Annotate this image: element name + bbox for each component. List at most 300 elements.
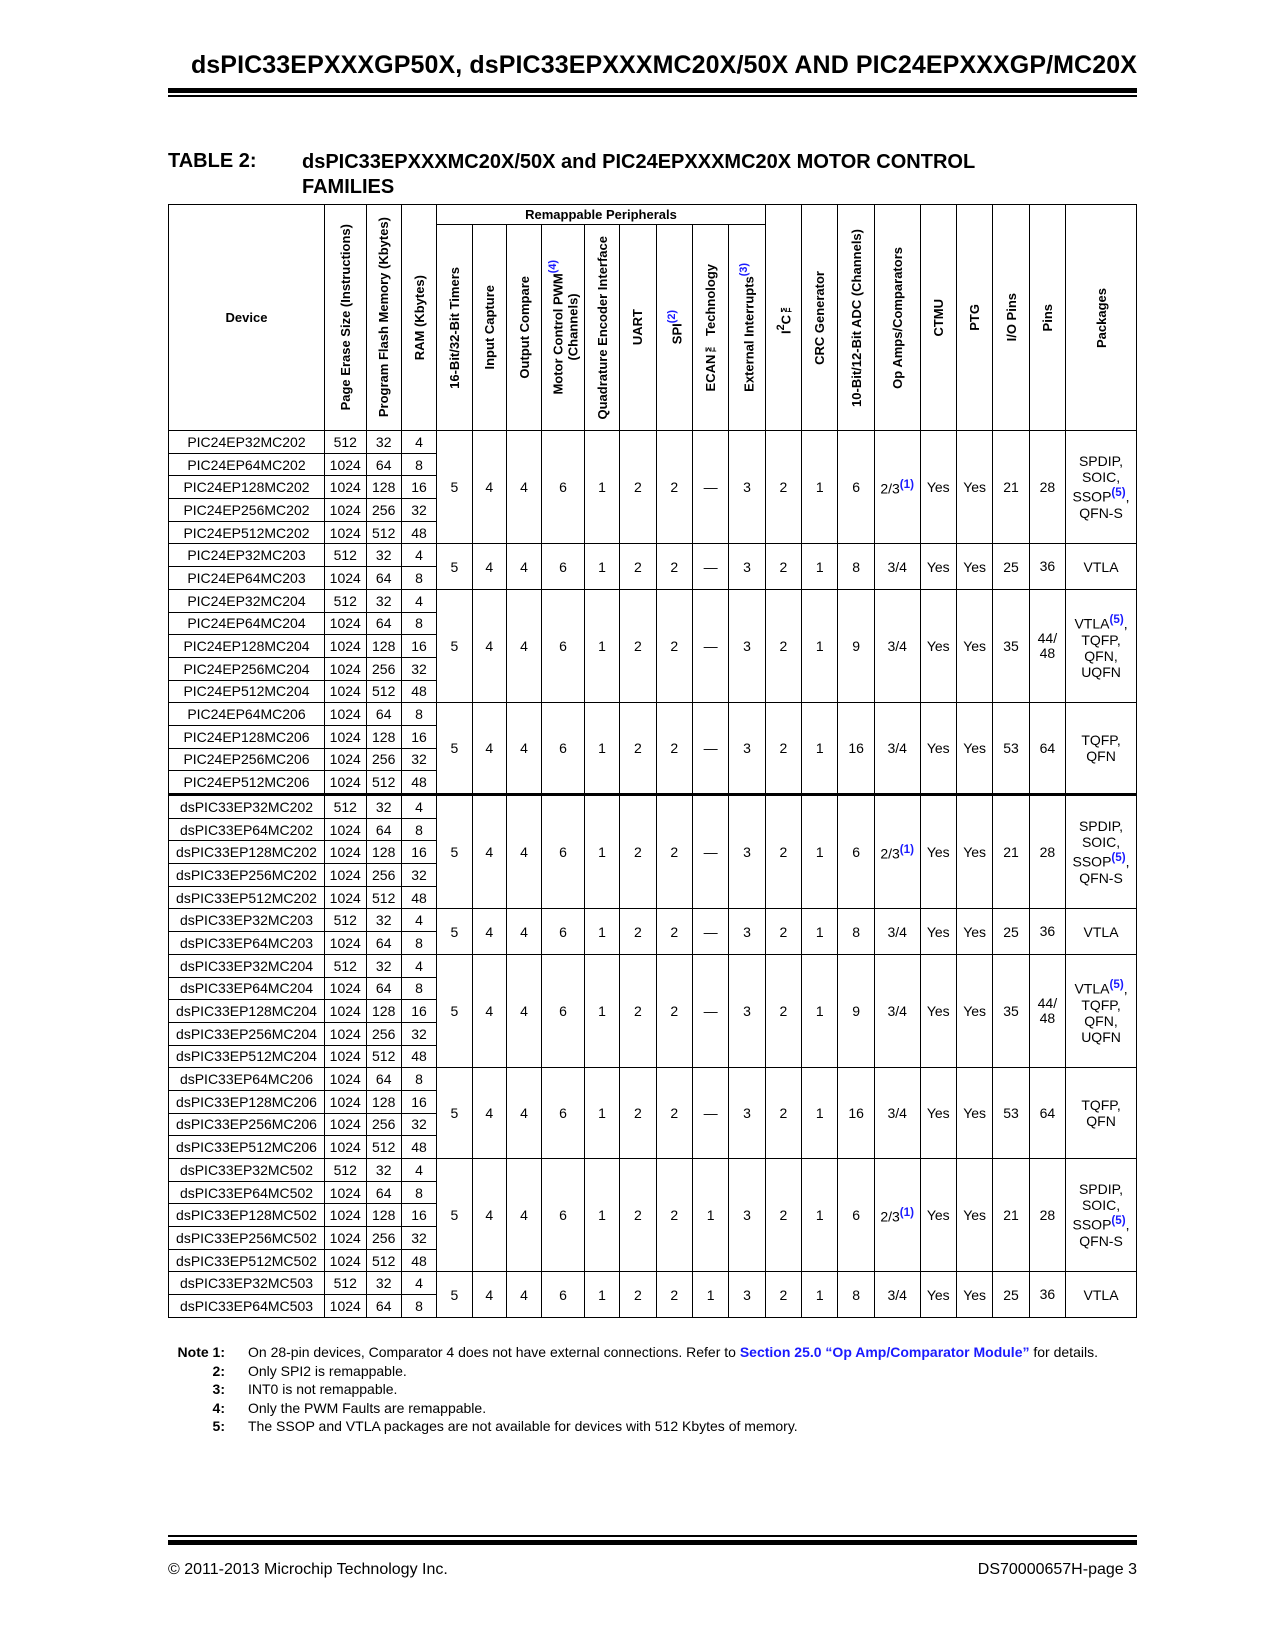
timers-cell: 5 bbox=[437, 1272, 472, 1317]
uart-cell: 2 bbox=[620, 795, 656, 909]
uart-cell: 2 bbox=[620, 1159, 656, 1272]
note-text: Only SPI2 is remappable. bbox=[248, 1362, 407, 1379]
ecan-cell: — bbox=[692, 909, 728, 954]
ecan-cell: — bbox=[692, 1068, 728, 1159]
device-name-cell: PIC24EP256MC202 bbox=[169, 499, 325, 522]
ic-cell: 4 bbox=[472, 1159, 506, 1272]
io-cell: 53 bbox=[993, 703, 1029, 795]
page-erase-cell: 512 bbox=[324, 544, 366, 567]
device-name-cell: dsPIC33EP128MC202 bbox=[169, 841, 325, 864]
timers-cell: 5 bbox=[437, 1159, 472, 1272]
copyright: © 2011-2013 Microchip Technology Inc. bbox=[168, 1561, 448, 1578]
io-cell: 35 bbox=[993, 589, 1029, 702]
ic-cell: 4 bbox=[472, 544, 506, 589]
page-erase-cell: 512 bbox=[324, 795, 366, 819]
header-rule-thick bbox=[168, 88, 1137, 93]
qei-cell: 1 bbox=[584, 1068, 619, 1159]
oc-cell: 4 bbox=[506, 1272, 541, 1317]
ctmu-cell: Yes bbox=[920, 431, 956, 544]
ic-cell: 4 bbox=[472, 1272, 506, 1317]
packages-cell: VTLA bbox=[1066, 1272, 1137, 1317]
ram-cell: 4 bbox=[401, 589, 436, 612]
uart-cell: 2 bbox=[620, 544, 656, 589]
ctmu-cell: Yes bbox=[920, 1159, 956, 1272]
io-cell: 35 bbox=[993, 954, 1029, 1067]
device-name-cell: dsPIC33EP256MC202 bbox=[169, 864, 325, 887]
page-erase-cell: 1024 bbox=[324, 841, 366, 864]
io-cell: 25 bbox=[993, 909, 1029, 954]
timers-cell: 5 bbox=[437, 909, 472, 954]
page-footer bbox=[168, 1535, 1137, 1591]
io-cell: 25 bbox=[993, 544, 1029, 589]
opamp-note-ref[interactable]: (1) bbox=[899, 1205, 915, 1219]
flash-cell: 512 bbox=[366, 1249, 401, 1272]
note-item bbox=[173, 1399, 1143, 1418]
device-name-cell: PIC24EP64MC206 bbox=[169, 703, 325, 726]
ram-cell: 8 bbox=[401, 977, 436, 1000]
page-erase-cell: 1024 bbox=[324, 1022, 366, 1045]
packages-cell: TQFP, QFN bbox=[1066, 1068, 1137, 1159]
device-name-cell: dsPIC33EP128MC204 bbox=[169, 1000, 325, 1023]
device-name-cell: PIC24EP64MC203 bbox=[169, 567, 325, 590]
io-cell: 53 bbox=[993, 1068, 1029, 1159]
page-header bbox=[168, 50, 1137, 97]
qei-cell: 1 bbox=[584, 954, 619, 1067]
device-name-cell: dsPIC33EP64MC203 bbox=[169, 932, 325, 955]
ecan-cell: — bbox=[692, 703, 728, 795]
opamp-cell: 3/4 bbox=[874, 1272, 920, 1317]
ext-cell: 3 bbox=[729, 703, 765, 795]
oc-cell: 4 bbox=[506, 1068, 541, 1159]
uart-cell: 2 bbox=[620, 1272, 656, 1317]
ic-cell: 4 bbox=[472, 909, 506, 954]
crc-cell: 1 bbox=[802, 1159, 838, 1272]
timers-cell: 5 bbox=[437, 954, 472, 1067]
flash-cell: 64 bbox=[366, 1295, 401, 1318]
ram-cell: 32 bbox=[401, 1113, 436, 1136]
flash-cell: 128 bbox=[366, 635, 401, 658]
ctmu-cell: Yes bbox=[920, 795, 956, 909]
ram-cell: 8 bbox=[401, 1295, 436, 1318]
note-item bbox=[173, 1362, 1143, 1381]
opamp-cell: 3/4 bbox=[874, 544, 920, 589]
timers-cell: 5 bbox=[437, 1068, 472, 1159]
crc-cell: 1 bbox=[802, 954, 838, 1067]
ic-cell: 4 bbox=[472, 431, 506, 544]
flash-cell: 32 bbox=[366, 795, 401, 819]
flash-cell: 32 bbox=[366, 589, 401, 612]
adc-cell: 6 bbox=[838, 795, 874, 909]
col-header-page-erase: Page Erase Size (Instructions) bbox=[324, 205, 366, 431]
timers-cell: 5 bbox=[437, 795, 472, 909]
package-note-ref[interactable]: (5) bbox=[1111, 486, 1126, 500]
table-row bbox=[169, 909, 1137, 932]
i2c-cell: 2 bbox=[765, 431, 801, 544]
ecan-cell: — bbox=[692, 589, 728, 702]
page-erase-cell: 1024 bbox=[324, 1068, 366, 1091]
col-header-io-pins: I/O Pins bbox=[993, 205, 1029, 431]
note-label: 5: bbox=[212, 1418, 225, 1434]
col-header-remappable-peripherals: Remappable Peripherals bbox=[437, 205, 765, 225]
footer-rule-thick bbox=[168, 1540, 1137, 1545]
packages-cell: TQFP, QFN bbox=[1066, 703, 1137, 795]
ext-cell: 3 bbox=[729, 909, 765, 954]
flash-cell: 256 bbox=[366, 499, 401, 522]
timers-cell: 5 bbox=[437, 589, 472, 702]
oc-cell: 4 bbox=[506, 909, 541, 954]
section-link[interactable]: Section 25.0 “Op Amp/Comparator Module” bbox=[739, 1344, 1030, 1360]
pwm-cell: 6 bbox=[542, 954, 585, 1067]
io-cell: 21 bbox=[993, 1159, 1029, 1272]
crc-cell: 1 bbox=[802, 1068, 838, 1159]
flash-cell: 128 bbox=[366, 476, 401, 499]
ram-cell: 48 bbox=[401, 1136, 436, 1159]
page-erase-cell: 1024 bbox=[324, 1204, 366, 1227]
device-name-cell: dsPIC33EP32MC502 bbox=[169, 1159, 325, 1182]
qei-cell: 1 bbox=[584, 431, 619, 544]
col-header-ptg: PTG bbox=[956, 205, 992, 431]
packages-cell: VTLA$^{(5)}$, TQFP, QFN, UQFN bbox=[1066, 954, 1137, 1067]
col-header-ctmu: CTMU bbox=[920, 205, 956, 431]
note-label: 3: bbox=[212, 1381, 225, 1397]
table-number: TABLE 2: bbox=[168, 150, 257, 172]
i2c-cell: 2 bbox=[765, 1272, 801, 1317]
pins-cell: 64 bbox=[1029, 703, 1065, 795]
ptg-cell: Yes bbox=[956, 909, 992, 954]
device-name-cell: PIC24EP512MC202 bbox=[169, 521, 325, 544]
flash-cell: 64 bbox=[366, 612, 401, 635]
ram-cell: 32 bbox=[401, 1227, 436, 1250]
pwm-note-ref[interactable]: (4) bbox=[546, 260, 559, 274]
uart-cell: 2 bbox=[620, 954, 656, 1067]
spi-cell: 2 bbox=[656, 703, 692, 795]
pins-cell: 36 bbox=[1029, 909, 1065, 954]
ram-cell: 48 bbox=[401, 886, 436, 909]
col-header-ecan: ECAN™ Technology bbox=[692, 225, 728, 431]
device-name-cell: PIC24EP256MC206 bbox=[169, 748, 325, 771]
note-label: Note 1: bbox=[177, 1344, 225, 1360]
col-header-timers: 16-Bit/32-Bit Timers bbox=[437, 225, 472, 431]
page-erase-cell: 1024 bbox=[324, 567, 366, 590]
col-header-pins: Pins bbox=[1029, 205, 1065, 431]
page-erase-cell: 1024 bbox=[324, 748, 366, 771]
device-name-cell: PIC24EP128MC206 bbox=[169, 725, 325, 748]
col-header-ram: RAM (Kbytes) bbox=[401, 205, 436, 431]
device-name-cell: dsPIC33EP64MC202 bbox=[169, 818, 325, 841]
ic-cell: 4 bbox=[472, 703, 506, 795]
page-erase-cell: 512 bbox=[324, 589, 366, 612]
uart-cell: 2 bbox=[620, 589, 656, 702]
opamp-cell: 2/3$^{(1)}$ bbox=[874, 795, 920, 909]
page-erase-cell: 1024 bbox=[324, 725, 366, 748]
ram-cell: 32 bbox=[401, 748, 436, 771]
device-name-cell: dsPIC33EP512MC502 bbox=[169, 1249, 325, 1272]
qei-cell: 1 bbox=[584, 795, 619, 909]
oc-cell: 4 bbox=[506, 544, 541, 589]
ext-cell: 3 bbox=[729, 431, 765, 544]
timers-cell: 5 bbox=[437, 431, 472, 544]
opamp-cell: 3/4 bbox=[874, 703, 920, 795]
spi-cell: 2 bbox=[656, 589, 692, 702]
page-erase-cell: 1024 bbox=[324, 1090, 366, 1113]
table-notes bbox=[173, 1343, 1143, 1436]
uart-cell: 2 bbox=[620, 431, 656, 544]
ram-cell: 32 bbox=[401, 1022, 436, 1045]
flash-cell: 64 bbox=[366, 1181, 401, 1204]
page-erase-cell: 1024 bbox=[324, 1136, 366, 1159]
flash-cell: 64 bbox=[366, 977, 401, 1000]
adc-cell: 16 bbox=[838, 1068, 874, 1159]
ecan-cell: 1 bbox=[692, 1159, 728, 1272]
packages-cell: SPDIP, SOIC, SSOP$^{(5)}$, QFN-S bbox=[1066, 795, 1137, 909]
table-row bbox=[169, 431, 1137, 454]
page-erase-cell: 1024 bbox=[324, 1249, 366, 1272]
col-header-ext-int: External Interrupts$^{(3)}$ bbox=[729, 225, 765, 431]
page-erase-cell: 1024 bbox=[324, 977, 366, 1000]
timers-cell: 5 bbox=[437, 703, 472, 795]
flash-cell: 512 bbox=[366, 1045, 401, 1068]
table-row bbox=[169, 954, 1137, 977]
package-note-ref[interactable]: (5) bbox=[1109, 978, 1124, 992]
flash-cell: 512 bbox=[366, 521, 401, 544]
ptg-cell: Yes bbox=[956, 795, 992, 909]
ctmu-cell: Yes bbox=[920, 703, 956, 795]
oc-cell: 4 bbox=[506, 589, 541, 702]
ctmu-cell: Yes bbox=[920, 589, 956, 702]
page-erase-cell: 1024 bbox=[324, 499, 366, 522]
device-name-cell: dsPIC33EP256MC206 bbox=[169, 1113, 325, 1136]
opamp-cell: 3/4 bbox=[874, 954, 920, 1067]
flash-cell: 64 bbox=[366, 703, 401, 726]
device-name-cell: dsPIC33EP256MC204 bbox=[169, 1022, 325, 1045]
ram-cell: 16 bbox=[401, 1204, 436, 1227]
package-note-ref[interactable]: (5) bbox=[1109, 613, 1124, 627]
spi-cell: 2 bbox=[656, 1159, 692, 1272]
pins-cell: 28 bbox=[1029, 431, 1065, 544]
io-cell: 25 bbox=[993, 1272, 1029, 1317]
device-name-cell: dsPIC33EP64MC503 bbox=[169, 1295, 325, 1318]
adc-cell: 6 bbox=[838, 431, 874, 544]
ecan-cell: — bbox=[692, 954, 728, 1067]
ram-cell: 16 bbox=[401, 476, 436, 499]
flash-cell: 64 bbox=[366, 567, 401, 590]
opamp-note-ref[interactable]: (1) bbox=[899, 842, 915, 856]
col-header-uart: UART bbox=[620, 225, 656, 431]
col-header-flash: Program Flash Memory (Kbytes) bbox=[366, 205, 401, 431]
ptg-cell: Yes bbox=[956, 703, 992, 795]
flash-cell: 64 bbox=[366, 1068, 401, 1091]
page-erase-cell: 1024 bbox=[324, 657, 366, 680]
device-name-cell: dsPIC33EP32MC202 bbox=[169, 795, 325, 819]
ic-cell: 4 bbox=[472, 589, 506, 702]
ext-int-note-ref[interactable]: (3) bbox=[738, 263, 751, 277]
adc-cell: 16 bbox=[838, 703, 874, 795]
ptg-cell: Yes bbox=[956, 431, 992, 544]
page-erase-cell: 1024 bbox=[324, 453, 366, 476]
pwm-cell: 6 bbox=[542, 1068, 585, 1159]
note-label: 2: bbox=[212, 1362, 225, 1379]
table-row bbox=[169, 703, 1137, 726]
ram-cell: 32 bbox=[401, 499, 436, 522]
packages-cell: VTLA bbox=[1066, 544, 1137, 589]
device-name-cell: dsPIC33EP32MC204 bbox=[169, 954, 325, 977]
device-name-cell: PIC24EP32MC202 bbox=[169, 431, 325, 454]
flash-cell: 256 bbox=[366, 864, 401, 887]
device-name-cell: PIC24EP64MC202 bbox=[169, 453, 325, 476]
device-name-cell: dsPIC33EP64MC206 bbox=[169, 1068, 325, 1091]
flash-cell: 32 bbox=[366, 954, 401, 977]
ctmu-cell: Yes bbox=[920, 1272, 956, 1317]
flash-cell: 128 bbox=[366, 1000, 401, 1023]
page-erase-cell: 512 bbox=[324, 909, 366, 932]
packages-cell: SPDIP, SOIC, SSOP$^{(5)}$, QFN-S bbox=[1066, 431, 1137, 544]
page-erase-cell: 1024 bbox=[324, 1295, 366, 1318]
pwm-cell: 6 bbox=[542, 1159, 585, 1272]
device-name-cell: dsPIC33EP128MC502 bbox=[169, 1204, 325, 1227]
page-erase-cell: 512 bbox=[324, 431, 366, 454]
adc-cell: 8 bbox=[838, 544, 874, 589]
ram-cell: 32 bbox=[401, 864, 436, 887]
col-header-packages: Packages bbox=[1066, 205, 1137, 431]
opamp-cell: 3/4 bbox=[874, 589, 920, 702]
pwm-cell: 6 bbox=[542, 795, 585, 909]
ecan-cell: 1 bbox=[692, 1272, 728, 1317]
col-header-device: Device bbox=[169, 205, 325, 431]
flash-cell: 128 bbox=[366, 841, 401, 864]
pwm-cell: 6 bbox=[542, 431, 585, 544]
opamp-cell: 3/4 bbox=[874, 909, 920, 954]
page-erase-cell: 1024 bbox=[324, 521, 366, 544]
flash-cell: 128 bbox=[366, 1090, 401, 1113]
qei-cell: 1 bbox=[584, 1159, 619, 1272]
note-text: INT0 is not remappable. bbox=[248, 1381, 398, 1397]
page-erase-cell: 1024 bbox=[324, 864, 366, 887]
table-row bbox=[169, 795, 1137, 819]
ecan-cell: — bbox=[692, 795, 728, 909]
ram-cell: 8 bbox=[401, 818, 436, 841]
col-header-spi: SPI$^{(2)}$ bbox=[656, 225, 692, 431]
ram-cell: 48 bbox=[401, 680, 436, 703]
opamp-cell: 3/4 bbox=[874, 1068, 920, 1159]
table-body bbox=[169, 431, 1137, 1318]
col-header-input-capture: Input Capture bbox=[472, 225, 506, 431]
pins-cell: 44/ 48 bbox=[1029, 954, 1065, 1067]
oc-cell: 4 bbox=[506, 795, 541, 909]
ptg-cell: Yes bbox=[956, 1272, 992, 1317]
table-row bbox=[169, 589, 1137, 612]
pwm-cell: 6 bbox=[542, 1272, 585, 1317]
ext-cell: 3 bbox=[729, 544, 765, 589]
flash-cell: 128 bbox=[366, 1204, 401, 1227]
spi-cell: 2 bbox=[656, 795, 692, 909]
device-name-cell: dsPIC33EP128MC206 bbox=[169, 1090, 325, 1113]
qei-cell: 1 bbox=[584, 703, 619, 795]
spi-note-ref[interactable]: (2) bbox=[665, 310, 678, 324]
package-note-ref[interactable]: (5) bbox=[1111, 1214, 1126, 1228]
crc-cell: 1 bbox=[802, 544, 838, 589]
note-item bbox=[173, 1380, 1143, 1399]
ram-cell: 16 bbox=[401, 1000, 436, 1023]
table-row bbox=[169, 1068, 1137, 1091]
ctmu-cell: Yes bbox=[920, 909, 956, 954]
ram-cell: 48 bbox=[401, 1045, 436, 1068]
pins-cell: 28 bbox=[1029, 1159, 1065, 1272]
table-row bbox=[169, 1272, 1137, 1295]
opamp-cell: 2/3$^{(1)}$ bbox=[874, 431, 920, 544]
ctmu-cell: Yes bbox=[920, 1068, 956, 1159]
ctmu-cell: Yes bbox=[920, 544, 956, 589]
page-erase-cell: 1024 bbox=[324, 612, 366, 635]
page-erase-cell: 1024 bbox=[324, 476, 366, 499]
ram-cell: 48 bbox=[401, 771, 436, 795]
flash-cell: 256 bbox=[366, 1022, 401, 1045]
ram-cell: 4 bbox=[401, 544, 436, 567]
ram-cell: 4 bbox=[401, 1159, 436, 1182]
ext-cell: 3 bbox=[729, 1068, 765, 1159]
ecan-cell: — bbox=[692, 431, 728, 544]
spi-cell: 2 bbox=[656, 954, 692, 1067]
device-name-cell: PIC24EP32MC203 bbox=[169, 544, 325, 567]
device-name-cell: PIC24EP128MC204 bbox=[169, 635, 325, 658]
packages-cell: SPDIP, SOIC, SSOP$^{(5)}$, QFN-S bbox=[1066, 1159, 1137, 1272]
packages-cell: VTLA$^{(5)}$, TQFP, QFN, UQFN bbox=[1066, 589, 1137, 702]
opamp-cell: 2/3$^{(1)}$ bbox=[874, 1159, 920, 1272]
device-name-cell: PIC24EP256MC204 bbox=[169, 657, 325, 680]
flash-cell: 256 bbox=[366, 657, 401, 680]
note-item bbox=[173, 1343, 1143, 1362]
page-erase-cell: 1024 bbox=[324, 932, 366, 955]
ram-cell: 8 bbox=[401, 1181, 436, 1204]
flash-cell: 512 bbox=[366, 886, 401, 909]
table-row bbox=[169, 544, 1137, 567]
flash-cell: 256 bbox=[366, 748, 401, 771]
ptg-cell: Yes bbox=[956, 589, 992, 702]
i2c-cell: 2 bbox=[765, 795, 801, 909]
page-erase-cell: 1024 bbox=[324, 818, 366, 841]
ram-cell: 8 bbox=[401, 932, 436, 955]
page-erase-cell: 1024 bbox=[324, 680, 366, 703]
pins-cell: 28 bbox=[1029, 795, 1065, 909]
crc-cell: 1 bbox=[802, 589, 838, 702]
spi-cell: 2 bbox=[656, 431, 692, 544]
device-family-table bbox=[168, 204, 1137, 1318]
ram-cell: 16 bbox=[401, 725, 436, 748]
header-rule-thin bbox=[168, 95, 1137, 97]
device-name-cell: dsPIC33EP32MC503 bbox=[169, 1272, 325, 1295]
col-header-i2c: $I^2C™$ bbox=[765, 205, 801, 431]
oc-cell: 4 bbox=[506, 954, 541, 1067]
page-erase-cell: 1024 bbox=[324, 1000, 366, 1023]
opamp-note-ref[interactable]: (1) bbox=[899, 477, 915, 491]
io-cell: 21 bbox=[993, 795, 1029, 909]
ptg-cell: Yes bbox=[956, 1068, 992, 1159]
note-text: Only the PWM Faults are remappable. bbox=[248, 1399, 487, 1416]
note-label: 4: bbox=[212, 1399, 225, 1416]
flash-cell: 32 bbox=[366, 544, 401, 567]
package-note-ref[interactable]: (5) bbox=[1111, 851, 1126, 865]
spi-cell: 2 bbox=[656, 1068, 692, 1159]
device-name-cell: PIC24EP512MC206 bbox=[169, 771, 325, 795]
ic-cell: 4 bbox=[472, 795, 506, 909]
device-name-cell: dsPIC33EP64MC204 bbox=[169, 977, 325, 1000]
device-name-cell: PIC24EP128MC202 bbox=[169, 476, 325, 499]
flash-cell: 128 bbox=[366, 725, 401, 748]
ram-cell: 8 bbox=[401, 612, 436, 635]
ram-cell: 8 bbox=[401, 1068, 436, 1091]
table-row bbox=[169, 1159, 1137, 1182]
pins-cell: 64 bbox=[1029, 1068, 1065, 1159]
ext-cell: 3 bbox=[729, 795, 765, 909]
